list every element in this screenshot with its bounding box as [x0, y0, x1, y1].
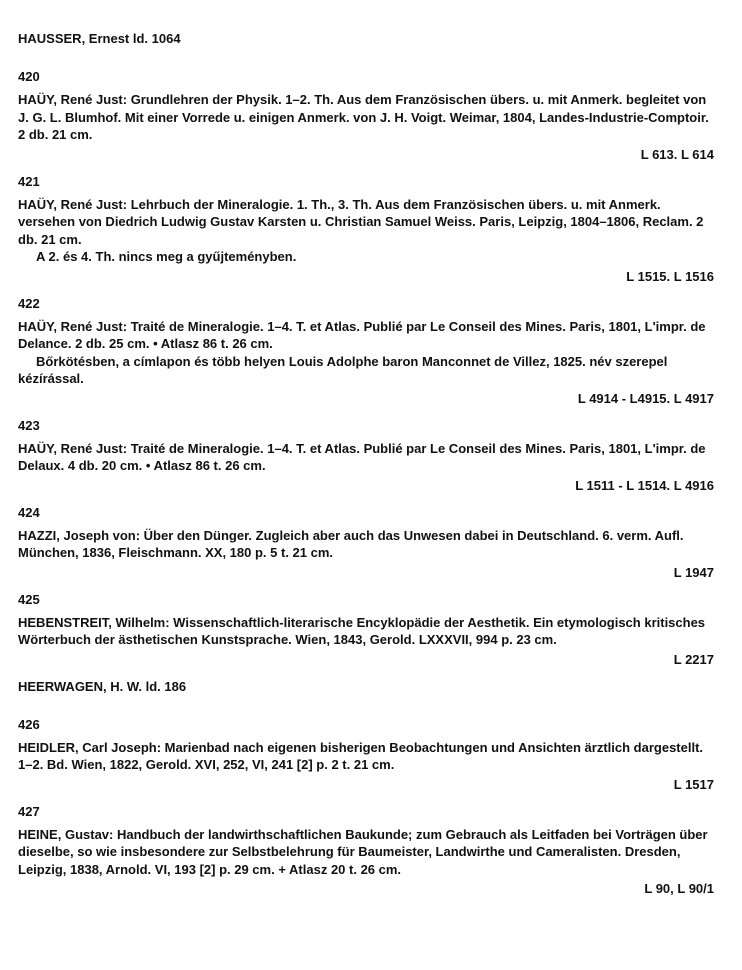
- catalogue-entry-424: [18, 504, 714, 581]
- shelf-mark: L 2217: [673, 651, 714, 667]
- shelf-mark: L 90, L 90/1: [644, 881, 714, 896]
- catalogue-entry-426: [18, 716, 714, 793]
- cross-reference: HEERWAGEN, H. W. ld. 186: [18, 678, 187, 694]
- entry-number: 426: [18, 716, 40, 732]
- entry-description: HAÜY, René Just: Traité de Mineralogie. 1–4. T. et Atlas. Publié par Le Conseil des Mines. Paris, 1801, L'impr. de Delaux. 4 db. 20 cm. • Atlasz 86 t. 26 cm.: [18, 440, 706, 473]
- entry-description: HAZZI, Joseph von: Über den Dünger. Zugleich aber auch das Unwesen dabei in Deutschland. 6. verm. Aufl. München, 1836, Fleischmann. XX, 180 p. 5 t. 21 cm.: [18, 527, 684, 560]
- entry-number: 421: [18, 173, 40, 189]
- entry-number: 427: [18, 803, 40, 819]
- entry-number: 420: [18, 69, 40, 84]
- cross-reference: HAUSSER, Ernest ld. 1064: [18, 31, 181, 46]
- shelf-mark: L 1947: [673, 564, 714, 580]
- entry-description: HAÜY, René Just: Traité de Mineralogie. 1–4. T. et Atlas. Publié par Le Conseil des Mines. Paris, 1801, L'impr. de Delance. 2 db. 25 cm. • Atlasz 86 t. 26 cm.: [18, 318, 706, 351]
- entry-description: HAÜY, René Just: Grundlehren der Physik. 1–2. Th. Aus dem Französischen übers. u. mit Anmerk. begleitet von J. G. L. Blumhof. Mit einer Vorrede u. einigen Anmerk. von J. H. Voigt. Weimar, 1804, Landes-Industrie-Comptoir. 2 db. 21 cm.: [18, 92, 709, 142]
- entry-note: Bőrkötésben, a címlapon és több helyen Louis Adolphe baron Manconnet de Villez, 1825. név szerepel kézírással.: [18, 353, 668, 386]
- entry-description: HEINE, Gustav: Handbuch der landwirthschaftlichen Baukunde; zum Gebrauch als Leitfaden bei Vorträgen über dieselbe, so wie insbesondere zur Selbstbelehrung für Baumeister, Landwirthe und Cameralisten. Dresden, Leipzig, 1838, Arnold. VI, 193 [2] p. 29 cm. + Atlasz 20 t. 26 cm.: [18, 826, 708, 877]
- entry-number: 424: [18, 504, 40, 520]
- entry-number: 425: [18, 591, 40, 607]
- entry-note: A 2. és 4. Th. nincs meg a gyűjteményben.: [36, 249, 297, 264]
- catalogue-entry-423: [18, 417, 714, 494]
- catalogue-page: [18, 30, 714, 907]
- entry-description: HEBENSTREIT, Wilhelm: Wissenschaftlich-literarische Encyklopädie der Aesthetik. Ein etymologisch kritisches Wörterbuch der ästhetischen Kunstsprache. Wien, 1843, Gerold. LXXXVII, 994 p. 23 cm.: [18, 614, 706, 647]
- catalogue-entry-422: [18, 295, 714, 407]
- shelf-mark: L 1517: [673, 776, 714, 792]
- entry-description: HEIDLER, Carl Joseph: Marienbad nach eigenen bisherigen Beobachtungen und Ansichten ärztlich dargestellt. 1–2. Bd. Wien, 1822, Gerold. XVI, 252, VI, 241 [2] p. 2 t. 21 cm.: [18, 739, 704, 772]
- shelf-mark: L 4914 - L4915. L 4917: [577, 390, 714, 406]
- shelf-mark: L 1511 - L 1514. L 4916: [575, 477, 714, 493]
- entry-number: 423: [18, 417, 40, 433]
- catalogue-entry-420: [18, 68, 714, 163]
- catalogue-entry-427: [18, 803, 714, 898]
- entry-number: 422: [18, 295, 40, 311]
- catalogue-entry-421: [18, 173, 714, 285]
- shelf-mark: L 613. L 614: [640, 146, 714, 162]
- catalogue-entry-425: [18, 591, 714, 668]
- entry-description: HAÜY, René Just: Lehrbuch der Mineralogie. 1. Th., 3. Th. Aus dem Französischen übers. u. mit Anmerk. versehen von Diedrich Ludwig Gustav Karsten u. Christian Samuel Weiss. Paris, Leipzig, 1804–1806, Reclam. 2 db. 21 cm.: [18, 196, 704, 247]
- shelf-mark: L 1515. L 1516: [626, 268, 714, 284]
